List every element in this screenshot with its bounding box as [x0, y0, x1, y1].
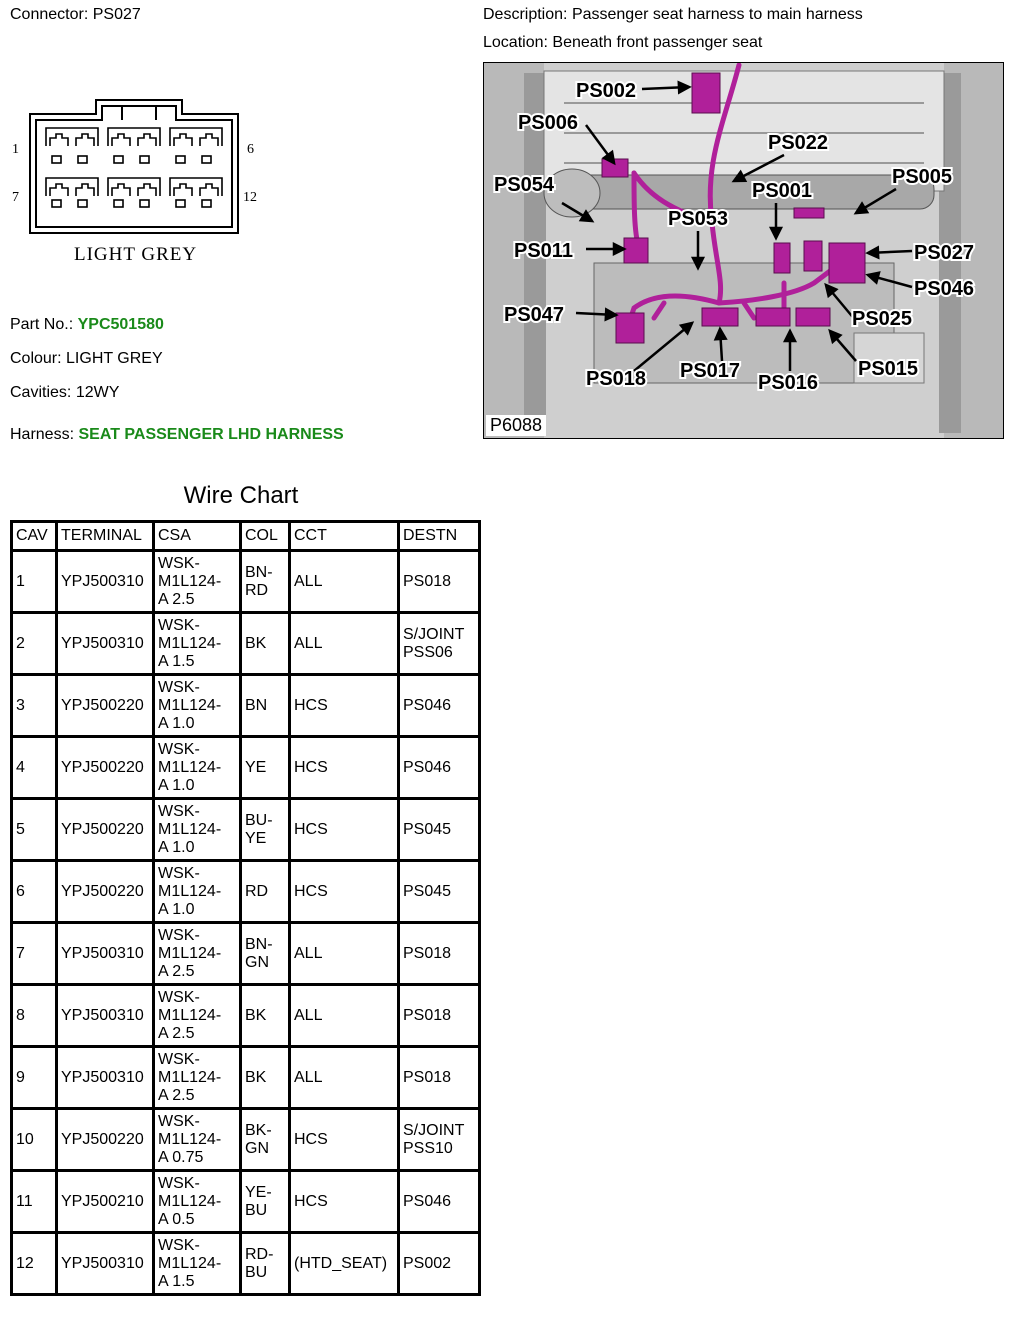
cell-csa: WSK- M1L124- A 1.5 [154, 613, 241, 675]
cell-cct: (HTD_SEAT) [290, 1233, 399, 1295]
description-label: Description: [483, 6, 568, 23]
callout-label-ps047: PS047 [504, 304, 565, 326]
cell-col: BU- YE [241, 799, 290, 861]
terminal-latch [76, 134, 94, 146]
col-header-destn: DESTN [399, 522, 480, 551]
cell-destn: PS018 [399, 923, 480, 985]
cell-cav: 8 [12, 985, 57, 1047]
callout-label-ps006: PS006 [518, 112, 579, 134]
cell-csa: WSK- M1L124- A 1.5 [154, 1233, 241, 1295]
cell-csa: WSK- M1L124- A 2.5 [154, 1047, 241, 1109]
cell-col: YE- BU [241, 1171, 290, 1233]
cell-cct: HCS [290, 737, 399, 799]
cell-terminal: YPJ500220 [57, 799, 154, 861]
cavity-outline [46, 128, 98, 146]
connector-label: Connector: [10, 6, 89, 23]
cell-cct: ALL [290, 613, 399, 675]
table-row [12, 737, 480, 799]
pin-label-1: 1 [12, 142, 19, 157]
cell-col: BN- RD [241, 551, 290, 613]
cell-cav: 7 [12, 923, 57, 985]
terminal-latch [50, 134, 68, 146]
terminal-latch [200, 184, 218, 196]
table-row [12, 923, 480, 985]
harness-label: Harness: [10, 426, 75, 443]
wire-chart-title: Wire Chart [183, 482, 299, 509]
cell-csa: WSK- M1L124- A 0.5 [154, 1171, 241, 1233]
table-row [12, 1109, 480, 1171]
location-label: Location: [483, 34, 548, 51]
cavity-pin [52, 156, 61, 163]
terminal-latch [138, 134, 156, 146]
cell-col: BK- GN [241, 1109, 290, 1171]
cell-destn: PS002 [399, 1233, 480, 1295]
cavity-pin [140, 156, 149, 163]
part-number-value: YPC501580 [77, 316, 164, 333]
cell-destn: PS045 [399, 799, 480, 861]
callout-label-ps005: PS005 [892, 166, 953, 188]
callout-label-ps054: PS054 [494, 174, 555, 196]
cell-cct: HCS [290, 861, 399, 923]
cell-cct: HCS [290, 675, 399, 737]
part-number-line [10, 316, 164, 334]
table-row [12, 985, 480, 1047]
terminal-latch [112, 134, 130, 146]
cell-destn: PS046 [399, 737, 480, 799]
cell-csa: WSK- M1L124- A 1.0 [154, 861, 241, 923]
pin-label-7: 7 [12, 190, 19, 205]
cavity-pin [202, 200, 211, 207]
pin-label-6: 6 [247, 142, 254, 157]
callout-label-ps016: PS016 [758, 372, 819, 394]
callout-label-ps002: PS002 [576, 80, 637, 102]
connector-outline [10, 98, 272, 270]
cell-destn: S/JOINT PSS10 [399, 1109, 480, 1171]
cell-cct: ALL [290, 923, 399, 985]
cell-col: BK [241, 1047, 290, 1109]
cell-cav: 10 [12, 1109, 57, 1171]
cavity-pin [140, 200, 149, 207]
cell-col: BK [241, 985, 290, 1047]
callout-label-ps022: PS022 [768, 132, 829, 154]
col-header-col: COL [241, 522, 290, 551]
cell-cav: 2 [12, 613, 57, 675]
table-row [12, 1233, 480, 1295]
cavity-pin [78, 200, 87, 207]
cell-cct: ALL [290, 551, 399, 613]
table-row [12, 799, 480, 861]
location-line [483, 34, 762, 52]
colour-label: Colour: [10, 350, 62, 367]
callout-label-ps027: PS027 [914, 242, 975, 264]
table-row [12, 551, 480, 613]
connector-heading [10, 6, 141, 24]
cavities-line [10, 384, 119, 402]
cell-cct: HCS [290, 1171, 399, 1233]
cell-cct: HCS [290, 799, 399, 861]
cell-terminal: YPJ500220 [57, 1109, 154, 1171]
seat-underside-illustration [484, 63, 1003, 438]
cell-col: BN [241, 675, 290, 737]
table-row [12, 1171, 480, 1233]
col-header-cct: CCT [290, 522, 399, 551]
cell-destn: PS045 [399, 861, 480, 923]
cell-col: RD [241, 861, 290, 923]
location-photo [483, 62, 1004, 439]
cell-csa: WSK- M1L124- A 1.0 [154, 799, 241, 861]
terminal-latch [174, 134, 192, 146]
cell-cct: HCS [290, 1109, 399, 1171]
pin-label-12: 12 [243, 190, 257, 205]
cavity-pin [78, 156, 87, 163]
colour-line [10, 350, 163, 368]
harness-value: SEAT PASSENGER LHD HARNESS [78, 426, 344, 443]
connector-id: PS027 [92, 6, 141, 23]
cell-csa: WSK- M1L124- A 2.5 [154, 551, 241, 613]
cavity-pin [52, 200, 61, 207]
description-line [483, 6, 863, 24]
terminal-latch [174, 184, 192, 196]
table-row [12, 675, 480, 737]
callout-label-ps017: PS017 [680, 360, 741, 382]
cavity-outline [170, 178, 222, 196]
table-row [12, 861, 480, 923]
cavity-pin [202, 156, 211, 163]
cell-terminal: YPJ500220 [57, 861, 154, 923]
cavities-label: Cavities: [10, 384, 72, 401]
cell-destn: PS046 [399, 675, 480, 737]
part-number-label: Part No.: [10, 316, 74, 333]
cavity-outline [170, 128, 222, 146]
cell-cav: 1 [12, 551, 57, 613]
cell-cav: 3 [12, 675, 57, 737]
terminal-latch [50, 184, 68, 196]
cell-csa: WSK- M1L124- A 2.5 [154, 923, 241, 985]
terminal-latch [138, 184, 156, 196]
terminal-latch [76, 184, 94, 196]
cell-col: RD- BU [241, 1233, 290, 1295]
cell-csa: WSK- M1L124- A 2.5 [154, 985, 241, 1047]
cell-cct: ALL [290, 985, 399, 1047]
cell-destn: PS018 [399, 1047, 480, 1109]
connector-colour-caption: LIGHT GREY [74, 244, 198, 265]
wire-chart-header-row [12, 522, 480, 551]
cavity-outline [108, 128, 160, 146]
cell-destn: S/JOINT PSS06 [399, 613, 480, 675]
callout-label-ps011: PS011 [514, 240, 573, 262]
callout-label-ps025: PS025 [852, 308, 913, 330]
cell-col: BK [241, 613, 290, 675]
photo-reference-label: P6088 [486, 415, 546, 436]
connector-face-diagram [10, 98, 272, 270]
cell-destn: PS046 [399, 1171, 480, 1233]
callout-label-ps046: PS046 [914, 278, 975, 300]
callout-label-ps018: PS018 [586, 368, 647, 390]
cell-cct: ALL [290, 1047, 399, 1109]
cell-csa: WSK- M1L124- A 1.0 [154, 675, 241, 737]
colour-value: LIGHT GREY [66, 350, 163, 367]
table-row [12, 613, 480, 675]
cavity-pin [114, 156, 123, 163]
description-value: Passenger seat harness to main harness [571, 6, 863, 23]
cell-cav: 9 [12, 1047, 57, 1109]
cell-terminal: YPJ500310 [57, 1047, 154, 1109]
cavities-value: 12WY [75, 384, 120, 401]
cell-cav: 6 [12, 861, 57, 923]
cell-cav: 4 [12, 737, 57, 799]
cavity-outline [108, 178, 160, 196]
cell-terminal: YPJ500210 [57, 1171, 154, 1233]
cell-cav: 5 [12, 799, 57, 861]
cavity-pin [176, 156, 185, 163]
callout-label-ps053: PS053 [668, 208, 729, 230]
cell-col: YE [241, 737, 290, 799]
wire-chart-table [10, 520, 481, 1296]
cell-terminal: YPJ500310 [57, 985, 154, 1047]
cell-cav: 12 [12, 1233, 57, 1295]
harness-line [10, 426, 344, 444]
cavity-outline [46, 178, 98, 196]
cell-terminal: YPJ500220 [57, 675, 154, 737]
col-header-csa: CSA [154, 522, 241, 551]
cell-csa: WSK- M1L124- A 1.0 [154, 737, 241, 799]
col-header-cav: CAV [12, 522, 57, 551]
cell-csa: WSK- M1L124- A 0.75 [154, 1109, 241, 1171]
terminal-latch [112, 184, 130, 196]
callout-label-ps015: PS015 [858, 358, 919, 380]
terminal-latch [200, 134, 218, 146]
cell-terminal: YPJ500310 [57, 613, 154, 675]
callout-label-ps001: PS001 [752, 180, 813, 202]
cell-terminal: YPJ500310 [57, 1233, 154, 1295]
cell-terminal: YPJ500220 [57, 737, 154, 799]
cavity-pin [114, 200, 123, 207]
cell-destn: PS018 [399, 985, 480, 1047]
cavity-pin [176, 200, 185, 207]
cell-col: BN- GN [241, 923, 290, 985]
location-value: Beneath front passenger seat [552, 34, 763, 51]
col-header-terminal: TERMINAL [57, 522, 154, 551]
table-row [12, 1047, 480, 1109]
cell-cav: 11 [12, 1171, 57, 1233]
cell-destn: PS018 [399, 551, 480, 613]
cell-terminal: YPJ500310 [57, 923, 154, 985]
cell-terminal: YPJ500310 [57, 551, 154, 613]
